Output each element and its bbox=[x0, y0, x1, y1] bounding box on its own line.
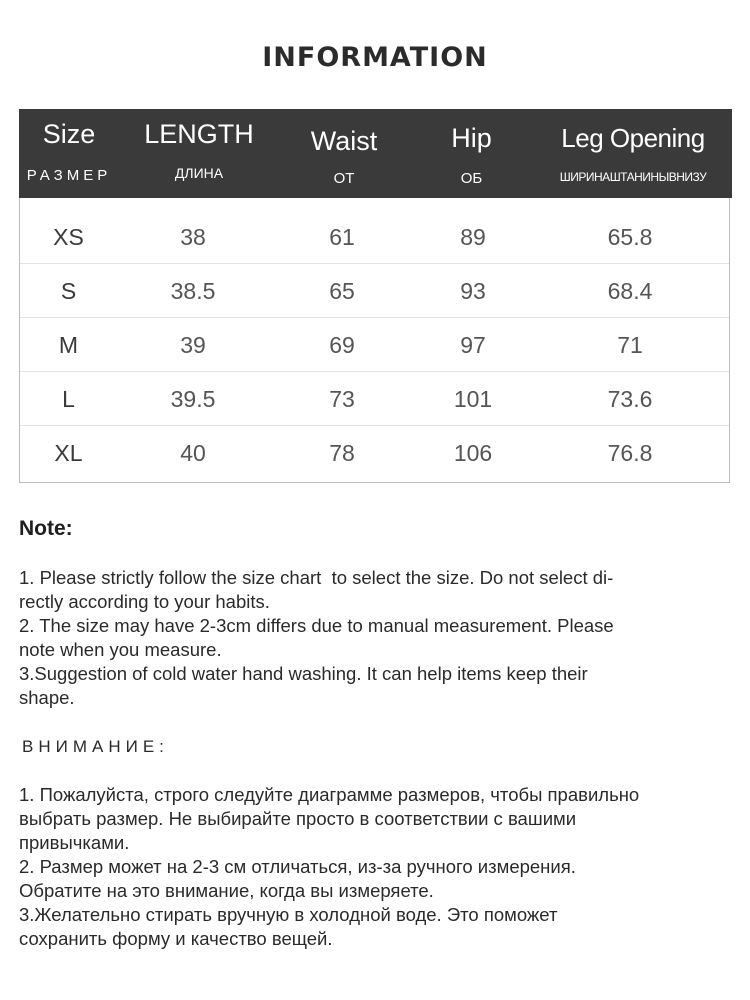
cell-leg-opening: 68.4 bbox=[607, 278, 653, 304]
note-line: 1. Please strictly follow the size chart to select the size. Do not select di- bbox=[19, 567, 614, 588]
cell-waist: 78 bbox=[329, 440, 355, 466]
header-size-ru: РАЗМЕР bbox=[26, 167, 112, 184]
cell-size: L bbox=[62, 386, 75, 412]
size-table bbox=[19, 109, 730, 483]
header-hip-ru: ОБ bbox=[460, 170, 483, 187]
note-line: shape. bbox=[19, 687, 75, 708]
header-waist-en: Waist bbox=[310, 126, 378, 156]
cell-hip: 106 bbox=[453, 440, 493, 466]
cell-length: 38.5 bbox=[170, 278, 216, 304]
ru-note-line: сохранить форму и качество вещей. bbox=[19, 928, 333, 949]
header-length bbox=[119, 109, 279, 198]
note-line: note when you measure. bbox=[19, 639, 222, 660]
table-row bbox=[20, 318, 729, 372]
header-length-en: LENGTH bbox=[144, 119, 254, 149]
ru-note-line: 1. Пожалуйста, строго следуйте диаграмме размеров, чтобы правильно bbox=[19, 784, 640, 805]
ru-note-line: Обратите на это внимание, когда вы измеряете. bbox=[19, 880, 434, 901]
ru-note-heading: ВНИМАНИЕ: bbox=[22, 737, 169, 756]
cell-leg-opening: 65.8 bbox=[607, 224, 653, 250]
cell-size: XS bbox=[53, 224, 84, 250]
cell-leg-opening: 76.8 bbox=[607, 440, 653, 466]
table-row bbox=[20, 372, 729, 426]
cell-length: 39.5 bbox=[170, 386, 216, 412]
header-length-ru: ДЛИНА bbox=[174, 165, 224, 181]
cell-length: 40 bbox=[180, 440, 206, 466]
cell-length: 38 bbox=[180, 224, 206, 250]
cell-hip: 97 bbox=[460, 332, 486, 358]
note-line: 3.Suggestion of cold water hand washing. It can help items keep their bbox=[19, 663, 588, 684]
ru-note-line: 2. Размер может на 2-3 см отличаться, из-за ручного измерения. bbox=[19, 856, 576, 877]
header-leg-opening-ru: ШИРИНАШТАНИНЫВНИЗУ bbox=[559, 170, 707, 184]
cell-waist: 61 bbox=[329, 224, 355, 250]
header-waist bbox=[279, 109, 409, 198]
cell-hip: 89 bbox=[460, 224, 486, 250]
ru-note-text bbox=[19, 783, 734, 951]
header-size bbox=[19, 109, 119, 198]
note-line: rectly according to your habits. bbox=[19, 591, 270, 612]
ru-note-line: выбрать размер. Не выбирайте просто в соответствии с вашими bbox=[19, 808, 577, 829]
cell-size: S bbox=[60, 278, 77, 304]
header-leg-opening bbox=[534, 109, 732, 198]
ru-note-line: 3.Желательно стирать вручную в холодной воде. Это поможет bbox=[19, 904, 558, 925]
note-text bbox=[19, 566, 719, 710]
cell-waist: 73 bbox=[329, 386, 355, 412]
cell-size: M bbox=[58, 332, 79, 358]
table-row bbox=[20, 264, 729, 318]
cell-size: XL bbox=[54, 440, 83, 466]
note-heading: Note: bbox=[19, 517, 73, 540]
header-hip-en: Hip bbox=[451, 123, 492, 153]
cell-waist: 69 bbox=[329, 332, 355, 358]
table-row bbox=[20, 426, 729, 480]
cell-hip: 101 bbox=[453, 386, 493, 412]
table-row bbox=[20, 210, 729, 264]
cell-leg-opening: 73.6 bbox=[607, 386, 653, 412]
cell-length: 39 bbox=[180, 332, 206, 358]
header-waist-ru: ОТ bbox=[333, 170, 355, 187]
page-title: INFORMATION bbox=[262, 42, 488, 73]
header-leg-opening-en: Leg Opening bbox=[561, 123, 705, 153]
cell-waist: 65 bbox=[329, 278, 355, 304]
note-line: 2. The size may have 2-3cm differs due to manual measurement. Please bbox=[19, 615, 614, 636]
cell-hip: 93 bbox=[460, 278, 486, 304]
cell-leg-opening: 71 bbox=[617, 332, 643, 358]
table-header bbox=[19, 109, 732, 198]
header-hip bbox=[409, 109, 534, 198]
ru-note-line: привычками. bbox=[19, 832, 130, 853]
header-size-en: Size bbox=[42, 119, 96, 149]
